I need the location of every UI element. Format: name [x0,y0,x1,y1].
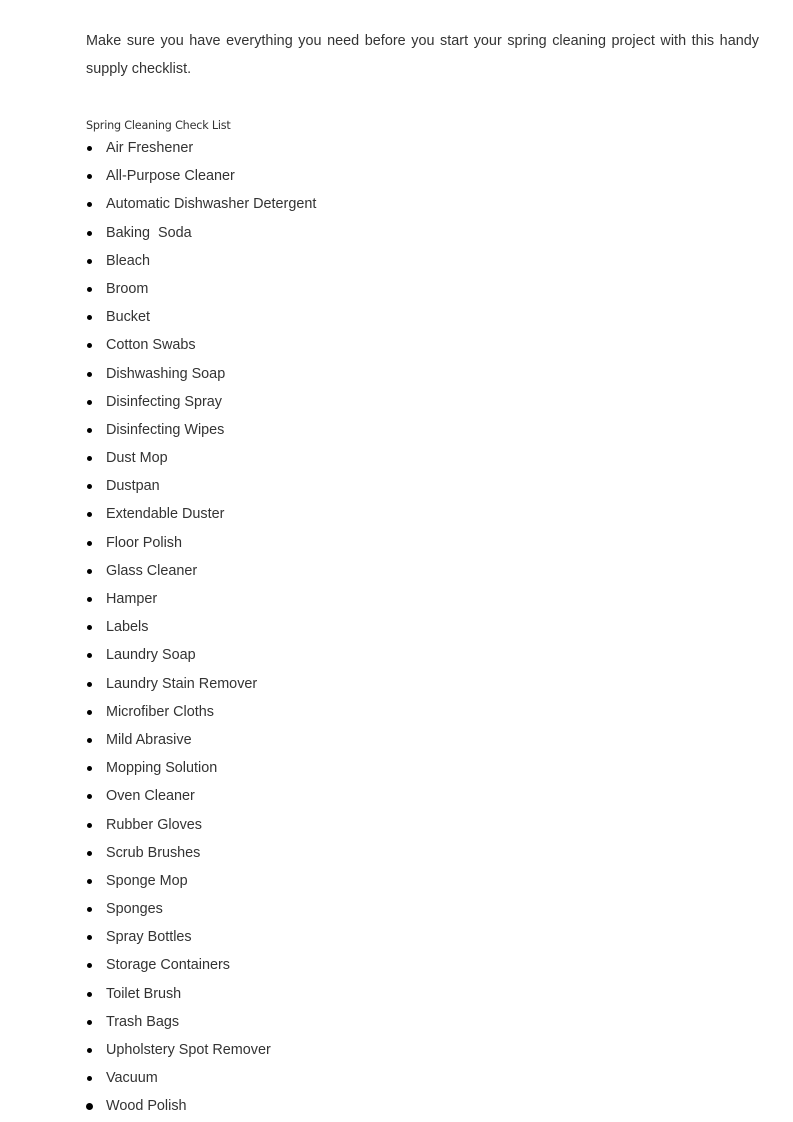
list-item [86,557,316,585]
list-item [86,360,316,388]
bullet-icon [87,569,92,574]
bullet-icon [87,879,92,884]
checklist-heading: Spring Cleaning Check List [86,119,231,132]
list-item [86,613,316,641]
bullet-icon [87,766,92,771]
list-item-label: Spray Bottles [106,929,192,946]
list-item [86,867,316,895]
list-item [86,895,316,923]
list-item-label: Scrub Brushes [106,844,201,861]
list-item-label: Dishwashing Soap [106,365,226,382]
list-item-label: Toilet Brush [106,985,182,1002]
list-item-label: Air Freshener [106,140,194,156]
checklist [86,134,316,1121]
list-item-label: Baking Soda [106,224,192,241]
list-item [86,698,316,726]
bullet-icon [86,1103,93,1110]
bullet-icon [87,597,92,602]
bullet-icon [87,907,92,912]
list-item [86,134,316,162]
list-item-label: Dust Mop [106,450,168,467]
list-item [86,529,316,557]
list-item [86,388,316,416]
list-item [86,1064,316,1092]
list-item-label: Floor Polish [106,534,182,551]
bullet-icon [87,512,92,517]
list-item [86,839,316,867]
list-item-label: Bleach [106,252,151,269]
list-item [86,444,316,472]
list-item-label: Bucket [106,309,150,326]
list-item-label: Mopping Solution [106,760,218,777]
list-item [86,782,316,810]
list-item-label: Laundry Soap [106,647,196,664]
list-item-label: Extendable Duster [106,506,225,523]
list-item-label: Labels [106,619,149,636]
list-item-label: Cotton Swabs [106,337,196,354]
bullet-icon [87,823,92,828]
list-item [86,1092,316,1120]
list-item [86,162,316,190]
bullet-icon [87,851,92,856]
list-item [86,247,316,275]
bullet-icon [87,935,92,940]
bullet-icon [87,653,92,658]
list-item-label: Dustpan [106,478,160,495]
bullet-icon [87,625,92,630]
list-item-label: Glass Cleaner [106,562,198,579]
bullet-icon [87,259,92,264]
bullet-icon [87,287,92,292]
bullet-icon [87,174,92,179]
bullet-icon [87,682,92,687]
list-item-label: Trash Bags [106,1013,180,1030]
bullet-icon [87,1048,92,1053]
bullet-icon [87,372,92,377]
list-item [86,923,316,951]
list-item [86,726,316,754]
intro-paragraph: Make sure you have everything you need before you start your spring cleaning project with this handy supply checklist. [86,33,759,77]
list-item [86,416,316,444]
bullet-icon [87,794,92,799]
list-item-label: Wood Polish [106,1098,187,1115]
list-item [86,500,316,528]
bullet-icon [87,202,92,207]
list-item-label: Rubber Gloves [106,816,202,833]
list-item [86,641,316,669]
list-item-label: Sponges [106,901,163,918]
bullet-icon [87,1076,92,1081]
bullet-icon [87,484,92,489]
bullet-icon [87,428,92,433]
list-item [86,1036,316,1064]
bullet-icon [87,992,92,997]
bullet-icon [87,456,92,461]
bullet-icon [87,343,92,348]
bullet-icon [87,315,92,320]
list-item-label: Laundry Stain Remover [106,675,258,692]
list-item [86,980,316,1008]
list-item-label: Oven Cleaner [106,788,195,805]
bullet-icon [87,541,92,546]
list-item-label: All-Purpose Cleaner [106,168,235,185]
list-item [86,811,316,839]
list-item-label: Upholstery Spot Remover [106,1042,271,1058]
list-item [86,585,316,613]
list-item-label: Vacuum [106,1070,158,1087]
list-item-label: Hamper [106,591,158,607]
list-item-label: Disinfecting Spray [106,393,222,410]
list-item [86,275,316,303]
list-item-label: Storage Containers [106,957,230,974]
list-item-label: Sponge Mop [106,872,188,889]
bullet-icon [87,963,92,968]
bullet-icon [87,146,92,151]
list-item [86,190,316,218]
bullet-icon [87,738,92,743]
list-item-label: Automatic Dishwasher Detergent [106,196,317,213]
list-item [86,331,316,359]
bullet-icon [87,231,92,236]
bullet-icon [87,1020,92,1025]
list-item [86,1008,316,1036]
list-item-label: Broom [106,280,149,297]
list-item [86,670,316,698]
list-item [86,754,316,782]
list-item [86,472,316,500]
list-item [86,219,316,247]
list-item-label: Disinfecting Wipes [106,421,225,438]
list-item-label: Microfiber Cloths [106,703,214,720]
list-item-label: Mild Abrasive [106,731,192,748]
list-item [86,951,316,979]
list-item [86,303,316,331]
bullet-icon [87,400,92,405]
bullet-icon [87,710,92,715]
